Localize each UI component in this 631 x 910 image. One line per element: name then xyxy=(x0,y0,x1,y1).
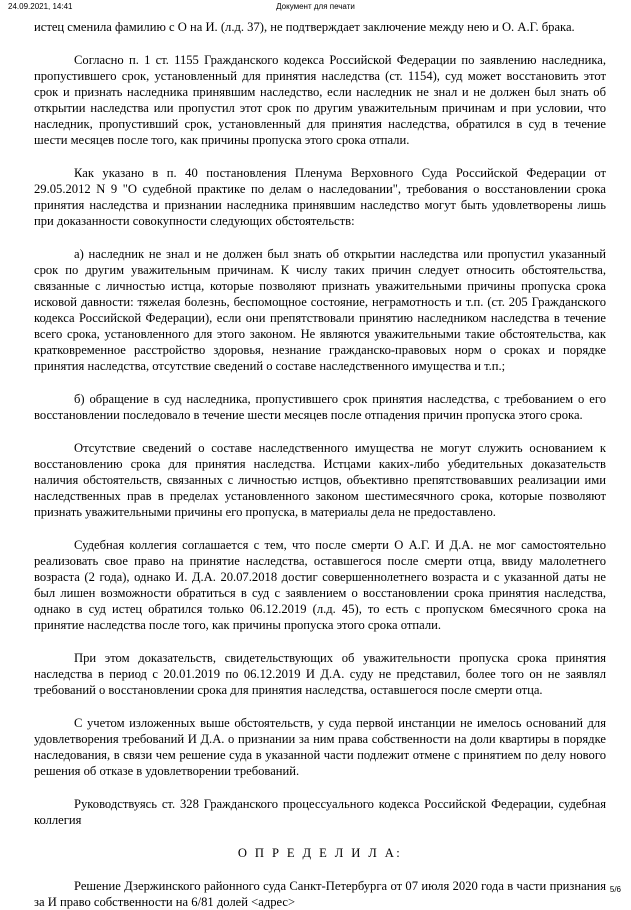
page-number: 5/6 xyxy=(609,885,621,894)
paragraph-guided-by: Руководствуясь ст. 328 Гражданского процессуального кодекса Российской Федерации, судебная коллегия xyxy=(34,797,606,827)
document-body xyxy=(34,19,606,910)
ruling-heading: О П Р Е Д Е Л И Л А: xyxy=(237,846,403,860)
paragraph-continuation: истец сменила фамилию с О на И. (л.д. 37), не подтверждает заключение между нею и О. А.Г. брака. xyxy=(34,20,575,34)
paragraph-article-1155: Согласно п. 1 ст. 1155 Гражданского кодекса Российской Федерации по заявлению наследника, пропустившего срок, установленный для принятия наследства (ст. 1154), суд может восстановить этот срок и признать наследника принявшим наследство, если наследник не знал и не должен был знать об открытии наследства или пропустил этот срок по другим уважительным причинам и при условии, что наследник, пропустивший срок, установленный для принятия наследства, обратился в суд в течение шести месяцев после того, как причины пропуска этого срока отпали. xyxy=(34,53,606,147)
paragraph-conclusion: С учетом изложенных выше обстоятельств, у суда первой инстанции не имелось оснований для удовлетворения требований И Д.А. о признании за ним права собственности на доли квартиры в порядке наследования, в связи чем решение суда в указанной части подлежит отмене с принятием по делу нового решения об отказе в удовлетворении требований. xyxy=(34,716,606,778)
paragraph-no-proof: При этом доказательств, свидетельствующих об уважительности пропуска срока принятия наследства в период с 20.01.2019 по 06.12.2019 И Д.А. суду не представил, более того он не заявлял требований о восстановлении срока для принятия наследства, оставшегося после смерти отца. xyxy=(34,651,606,697)
paragraph-condition-b: б) обращение в суд наследника, пропустившего срок принятия наследства, с требованием о его восстановлении последовало в течение шести месяцев после отпадения причин пропуска этого срока. xyxy=(34,392,606,422)
print-datetime: 24.09.2021, 14:41 xyxy=(8,2,73,11)
paragraph-collegium-agrees: Судебная коллегия соглашается с тем, что после смерти О А.Г. И Д.А. не мог самостоятельно реализовать свое право на принятие наследства, оставшегося после смерти отца, ввиду малолетнего возраста (2 года), однако И. Д.А. 20.07.2018 достиг совершеннолетнего возраста и с указанной даты не был лишен возможности обратиться в суд с заявлением о восстановлении срока принятия наследства, однако в суд истец обратился только 06.12.2019 (л.д. 45), то есть с пропуском 6месячного срока на принятие наследства после того, как причины пропуска этого срока отпали. xyxy=(34,538,606,632)
paragraph-no-evidence: Отсутствие сведений о составе наследственного имущества не могут служить основанием к восстановлению срока для принятия наследства. Истцами каких-либо убедительных доказательств наличия обстоятельств, связанных с личностью истцов, объективно препятствовавших реализации ими наследственных прав в пределах установленного законом шестимесячного срока, которые позволяют признать уважительными причины его пропуска, в материалы дела не предоставлено. xyxy=(34,441,606,519)
print-header-title: Документ для печати xyxy=(276,2,355,11)
paragraph-condition-a: а) наследник не знал и не должен был знать об открытии наследства или пропустил указанный срок по другим уважительным причинам. К числу таких причин следует относить обстоятельства, связанные с личностью истца, которые позволяют признать уважительными причины пропуска срока исковой давности: тяжелая болезнь, беспомощное состояние, неграмотность и т.п. (ст. 205 Гражданского кодекса Российской Федерации), если они препятствовали принятию наследником наследства в течение всего срока, установленного для этого законом. Не являются уважительными такие обстоятельства, как кратковременное расстройство здоровья, незнание гражданско-правовых норм о сроках и порядке принятия наследства, отсутствие сведений о составе наследственного имущества и т.п.; xyxy=(34,247,606,373)
paragraph-plenum-40: Как указано в п. 40 постановления Пленума Верховного Суда Российской Федерации от 29.05.2012 N 9 "О судебной практике по делам о наследовании", требования о восстановлении срока принятия наследства и признании наследника принявшим наследство могут быть удовлетворены лишь при доказанности совокупности следующих обстоятельств: xyxy=(34,166,606,228)
paragraph-decision: Решение Дзержинского районного суда Санкт-Петербурга от 07 июля 2020 года в части признания за И право собственности на 6/81 долей <адрес> xyxy=(34,879,606,909)
